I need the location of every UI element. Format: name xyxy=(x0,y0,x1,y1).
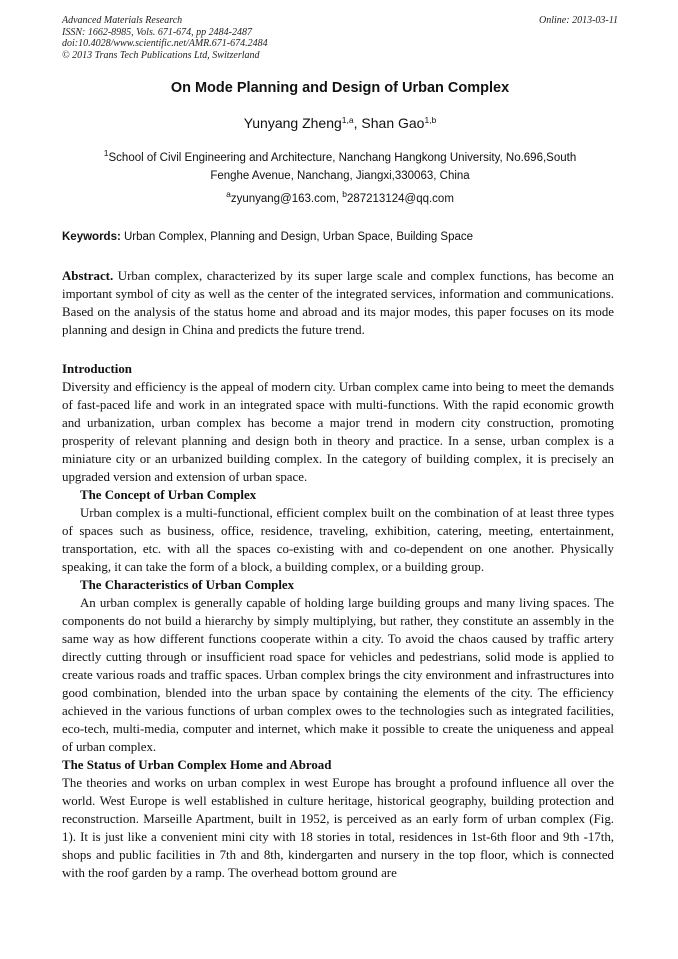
email-mark: a xyxy=(226,189,231,199)
paragraph: An urban complex is generally capable of holding large building groups and many living spaces. The components do not build a hierarchy by simply multiplying, but rather, they constitute an assembly in the same way as how different functions cooperate within a city. To avoid the chaos caused by traffic artery directly cutting through or insufficient road space for vehicles and pedestrians, solid mode is applied to create various roads and traffic spaces. Urban complex brings the city environment and infrastructures into good combination, blended into the urban space by containing the elements of the city. The efficiency achieved in the various functions of urban complex owes to the technologies such as integrated facilities, eco-tech, multi-media, computer and internet, which make it possible to create the uniqueness and appeal of urban complex. xyxy=(62,596,614,754)
copyright-line: © 2013 Trans Tech Publications Ltd, Switzerland xyxy=(62,49,260,61)
section-heading: The Status of Urban Complex Home and Abroad xyxy=(62,758,332,772)
author-affiliation-mark: 1,a xyxy=(341,115,354,125)
section-heading: Introduction xyxy=(62,362,132,376)
keywords-text: Urban Complex, Planning and Design, Urban Space, Building Space xyxy=(120,231,474,243)
author-list xyxy=(62,115,618,131)
abstract-text: Urban complex, characterized by its super large scale and complex functions, has become an important symbol of city as well as the center of the integrated services, information and communications. Based on the analysis of the status home and abroad and its major modes, this paper focuses on its mode planning and design in China and predicts the future trend. xyxy=(62,269,614,337)
subsection-heading: The Characteristics of Urban Complex xyxy=(80,578,295,592)
author-affiliation-mark: 1,b xyxy=(424,115,437,125)
affiliation-line: School of Civil Engineering and Architecture, Nanchang Hangkong University, No.696,South xyxy=(108,152,577,164)
journal-name: Advanced Materials Research xyxy=(62,15,183,26)
email-link[interactable]: zyunyang@163.com, xyxy=(230,193,343,205)
abstract-label: Abstract. xyxy=(62,269,114,283)
paragraph: The theories and works on urban complex in west Europe has brought a profound influence all over the world. West Europe is well established in culture heritage, historical geography, building protection and reconstruction. Marseille Apartment, built in 1952, is perceived as an early form of urban complex (Fig. 1). It is just like a convenient mini city with 18 stories in total, residences in 1st-6th floor and 9th -17th, shops and public facilities in 7th and 8th, kindergarten and nursery in the top floor, which is connected with the roof garden by a ramp. The overhead bottom ground are xyxy=(62,776,614,880)
email-mark: b xyxy=(342,189,347,199)
affiliation-mark: 1 xyxy=(103,148,109,158)
keywords-label: Keywords: xyxy=(62,231,121,243)
abstract xyxy=(62,267,614,339)
affiliation xyxy=(70,149,610,185)
issn-line: ISSN: 1662-8985, Vols. 671-674, pp 2484-2487 xyxy=(62,26,252,38)
author-emails xyxy=(62,189,618,205)
paragraph: Urban complex is a multi-functional, efficient complex built on the combination of at least three types of spaces such as business, office, residence, traveling, exhibition, catering, meeting, entertainment, transportation, etc. with all the spaces co-existing with and co-dependent on one another. Physically speaking, it can take the form of a block, a building complex, or a building group. xyxy=(62,506,614,574)
author-separator: , xyxy=(353,115,362,131)
online-date: Online: 2013-03-11 xyxy=(539,15,618,26)
affiliation-line: Fenghe Avenue, Nanchang, Jiangxi,330063, China xyxy=(210,170,470,182)
journal-header xyxy=(62,15,618,61)
author-name: Yunyang Zheng xyxy=(243,115,342,131)
paragraph: Diversity and efficiency is the appeal of modern city. Urban complex came into being to meet the demands of fast-paced life and work in an integrated space with multi-functions. With the rapid economic growth and urbanization, urban complex has become a major trend in modern city construction, promoting prosperity of relevant planning and design both in theory and practice. In a sense, urban complex is a miniature city or an urbanized building complex. In the category of building complex, it is precisely an upgraded version and extension of urban space. xyxy=(62,380,614,484)
introduction-section xyxy=(62,360,614,882)
email-link[interactable]: 287213124@qq.com xyxy=(346,193,454,205)
subsection-heading: The Concept of Urban Complex xyxy=(80,488,257,502)
doi-line: doi:10.4028/www.scientific.net/AMR.671-674.2484 xyxy=(62,38,268,49)
paper-title: On Mode Planning and Design of Urban Complex xyxy=(170,80,510,96)
author-name: Shan Gao xyxy=(361,115,425,131)
keywords xyxy=(62,231,618,243)
